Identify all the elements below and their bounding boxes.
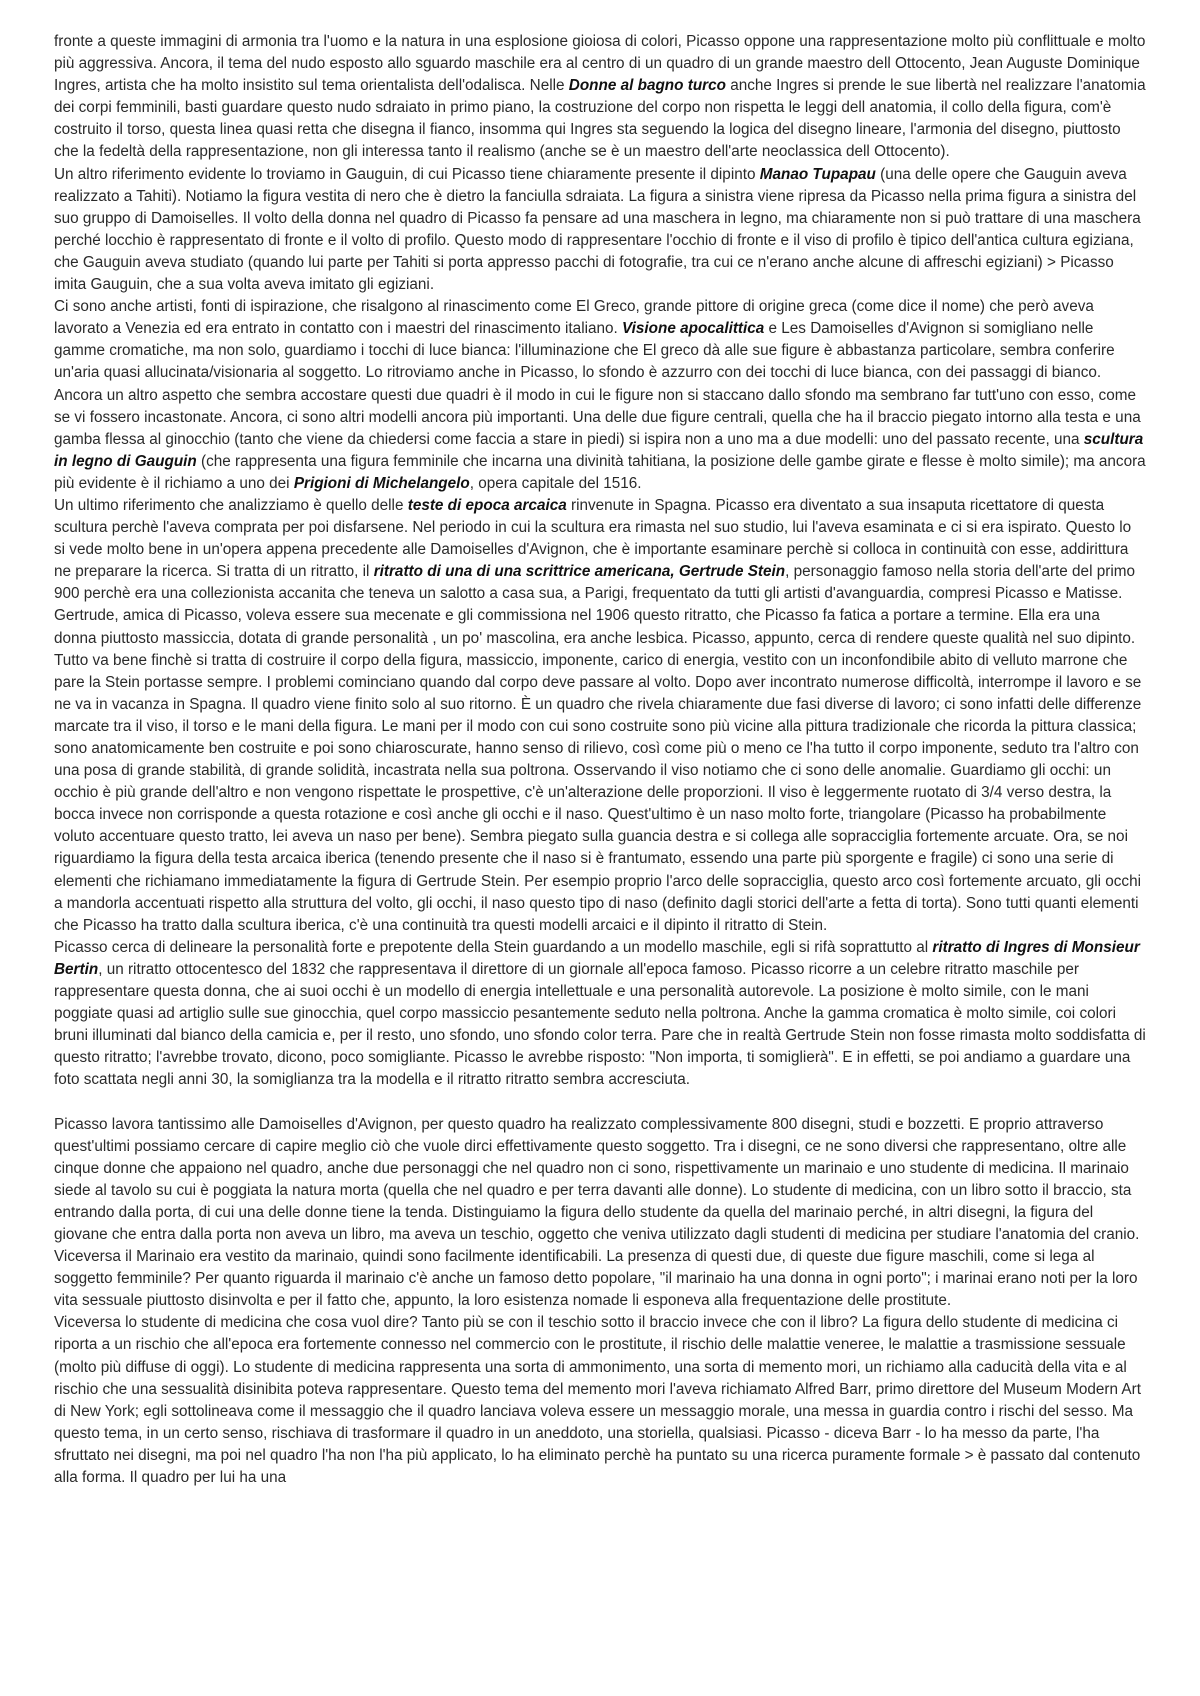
text-run: , un ritratto ottocentesco del 1832 che rappresentava il direttore di un giornale all'epoca famoso. Picasso ricorre a un celebre ritratto maschile per rappresentare questa donna, che ai suoi occhi è un modello di energia intellettuale e una personalità autorevole. La posizione è molto simile, con le mani poggiate quasi ad artiglio sulle sue ginocchia, quel corpo massiccio pesantemente seduto nella poltrona. Anche la gamma cromatica è molto simile, coi colori bruni illuminati dal bianco della camicia e, per il resto, uno sfondo, uno sfondo color terra. Pare che in realtà Gertrude Stein non fosse rimasta molto soddisfatta di questo ritratto; l'avrebbe trovato, dicono, poco somigliante. Picasso le avrebbe risposto: "Non importa, ti somiglierà". E in effetti, se poi andiamo a guardare una foto scattata negli anni 30, la somiglianza tra la modella e il ritratto ritratto sembra accresciuta. [54, 960, 1146, 1089]
document-page [54, 31, 1146, 1489]
text-run: Picasso lavora tantissimo alle Damoiselles d'Avignon, per questo quadro ha realizzato complessivamente 800 disegni, studi e bozzetti. E proprio attraverso quest'ultimi possiamo cercare di capire meglio ciò che vuole dirci effettivamente questo soggetto. Tra i disegni, ce ne sono diversi che rappresentano, oltre alle cinque donne che appaiono nel quadro, anche due personaggi che nel quadro non ci sono, rispettivamente un marinaio e uno studente di medicina. Il marinaio siede al tavolo su cui è poggiata la natura morta (quella che nel quadro e per terra davanti alle donne). Lo studente di medicina, con un libro sotto il braccio, sta entrando dalla porta, di cui una delle donne tiene la tenda. Distinguiamo la figura dello studente da quella del marinaio perché, in altri disegni, la figura del giovane che entra dalla porta non aveva un libro, ma aveva un teschio, oggetto che veniva utilizzato dagli studenti di medicina per studiare l'anatomia del cranio. Viceversa il Marinaio era vestito da marinaio, quindi sono facilmente identificabili. La presenza di questi due, di queste due figure maschili, come si lega al soggetto femminile? Per quanto riguarda il marinaio c'è anche un famoso detto popolare, "il marinaio ha una donna in ogni porto"; i marinai erano noti per la loro vita sessuale piuttosto disinvolta e per il fatto che, appunto, la loro esistenza nomade li esponeva alla frequentazione delle prostitute. [54, 1115, 1140, 1310]
text-run: Un altro riferimento evidente lo troviamo in Gauguin, di cui Picasso tiene chiaramente presente il dipinto [54, 165, 760, 183]
highlighted-title: teste di epoca arcaica [407, 496, 567, 514]
paragraph [54, 937, 1146, 1092]
highlighted-title: Donne al bagno turco [568, 77, 726, 95]
paragraph [54, 1114, 1146, 1313]
paragraph [54, 164, 1146, 297]
text-run: rinvenute in Spagna. Picasso era diventato a sua insaputa ricettatore di questa scultura perchè l'aveva comprata per poi disfarsene. Nel periodo in cui la scultura era rimasta nel suo studio, lui l'aveva esaminata e ci si era ispirato. Questo lo si vede molto bene in un'opera appena precedente alle Damoiselles d'Avignon, che è importante esaminare perchè si colloca in continuità con esse, addirittura ne preparare la ricerca. Si tratta di un ritratto, il [54, 496, 1132, 581]
text-run: Un ultimo riferimento che analizziamo è quello delle [54, 496, 408, 514]
text-run: , personaggio famoso nella storia dell'arte del primo 900 perchè era una collezionista accanita che teneva un salotto a casa sua, a Parigi, frequentato da tutti gli artisti d'avanguardia, compresi Picasso e Matisse. Gertrude, amica di Picasso, voleva essere sua mecenate e gli commissiona nel 1906 questo ritratto, che Picasso fa fatica a portare a termine. Ella era una donna piuttosto massiccia, dotata di grande personalità , un po' mascolina, era anche lesbica. Picasso, appunto, cerca di rendere queste qualità nel suo dipinto. Tutto va bene finchè si tratta di costruire il corpo della figura, massiccio, imponente, carico di energia, vestito con un inconfondibile abito di velluto marrone che pare la Stein portasse sempre. I problemi cominciano quando dal corpo deve passare al volto. Dopo aver incontrato numerose difficoltà, interrompe il lavoro e se ne va in vacanza in Spagna. Il quadro viene finito solo al suo ritorno. È un quadro che rivela chiaramente due fasi diverse di lavoro; ci sono infatti delle differenze marcate tra il viso, il torso e le mani della figura. Le mani per il modo con cui sono costruite sono più vicine alla pittura tradizionale che ricorda la pittura classica; sono anatomicamente ben costruite e poi sono chiaroscurate, hanno senso di rilievo, così come più o meno ce l'ha tutto il corpo imponente, seduto tra l'altro con una posa di grande stabilità, di grande solidità, incastrata nella sua poltrona. Osservando il viso notiamo che ci sono delle anomalie. Guardiamo gli occhi: un occhio è più grande dell'altro e non vengono rispettate le prospettive, c'è un'alterazione delle proporzioni. Il viso è leggermente ruotato di 3/4 verso destra, la bocca invece non corrisponde a questa rotazione e così anche gli occhi e il naso. Quest'ultimo è un naso molto forte, triangolare (Picasso ha probabilmente voluto accentuare questo tratto, lei aveva un naso per bene). Sembra piegato sulla guancia destra e si collega alle sopracciglia fortemente arcuate. Ora, se noi riguardiamo la figura della testa arcaica iberica (tenendo presente che il naso si è frantumato, essendo una parte più sporgente e fragile) ci sono una serie di elementi che richiamano immediatamente la figura di Gertrude Stein. Per esempio proprio l'arco delle sopracciglia, questo arco così fortemente arcuato, gli occhi a mandorla accentuati rispetto alla struttura del volto, gli occhi, il naso questo tipo di naso (definito dagli storici dell'arte a fetta di torta). Sono tutti quanti elementi che Picasso ha tratto dalla scultura iberica, c'è una continuità tra questi modelli arcaici e il dipinto il ritratto di Stein. [54, 563, 1142, 934]
paragraph [54, 31, 1146, 164]
text-run: fronte a queste immagini di armonia tra l'uomo e la natura in una esplosione gioiosa di colori, Picasso oppone una rappresentazione molto più conflittuale e molto più aggressiva. Ancora, il tema del nudo esposto allo sguardo maschile era al centro di un quadro di un grande maestro dell Ottocento, Jean Auguste Dominique Ingres, artista che ha molto insistito sul tema orientalista dell'odalisca. Nelle [54, 33, 1146, 95]
paragraph-spacer [54, 1092, 1146, 1114]
paragraph [54, 1312, 1146, 1489]
text-run: Picasso cerca di delineare la personalità forte e prepotente della Stein guardando a un modello maschile, egli si rifà soprattutto al [54, 938, 933, 956]
highlighted-title: Prigioni di Michelangelo [293, 474, 470, 492]
text-run: Viceversa lo studente di medicina che cosa vuol dire? Tanto più se con il teschio sotto il braccio invece che con il libro? La figura dello studente di medicina ci riporta a un rischio che all'epoca era fortemente connesso nel commercio con le prostitute, il rischio delle malattie veneree, le malattie a trasmissione sessuale (molto più diffuse di oggi). Lo studente di medicina rappresenta una sorta di ammonimento, una sorta di memento mori, un richiamo alla caducità della vita e al rischio che una sessualità disinibita poteva rappresentare. Questo tema del memento mori l'aveva richiamato Alfred Barr, primo direttore del Museum Modern Art di New York; egli sottolineava come il messaggio che il quadro lanciava voleva essere un messaggio morale, una messa in guardia contro i rischi del sesso. Ma questo tema, in un certo senso, rischiava di trasformare il quadro in un aneddoto, una storiella, qualsiasi. Picasso - diceva Barr - lo ha messo da parte, l'ha sfruttato nei disegni, ma poi nel quadro l'ha non l'ha più applicato, lo ha eliminato perchè ha puntato su una ricerca puramente formale > è passato dal contenuto alla forma. Il quadro per lui ha una [54, 1314, 1141, 1486]
paragraph [54, 495, 1146, 937]
highlighted-title: Visione apocalittica [622, 320, 765, 338]
highlighted-title: scultura in legno di Gauguin [54, 430, 1144, 470]
text-run: anche Ingres si prende le sue libertà nel realizzare l'anatomia dei corpi femminili, basti guardare questo nudo sdraiato in primo piano, la costruzione del corpo non rispetta le leggi dell anatomia, il collo della figura, com'è costruito il torso, questa linea quasi retta che disegna il fianco, insomma qui Ingres sta seguendo la logica del disegno lineare, l'armonia del disegno, piuttosto che la fedeltà della rappresentazione, non gli interessa tanto il realismo (anche se è un maestro dell'arte neoclassica dell Ottocento). [54, 77, 1146, 161]
paragraph [54, 296, 1146, 495]
highlighted-title: Manao Tupapau [759, 165, 876, 183]
text-run: (una delle opere che Gauguin aveva realizzato a Tahiti). Notiamo la figura vestita di nero che è dietro la fanciulla sdraiata. La figura a sinistra viene ripresa da Picasso nella prima figura a sinistra del suo gruppo di Damoiselles. Il volto della donna nel quadro di Picasso fa pensare ad una maschera in legno, ma chiaramente non si può trattare di una maschera perché locchio è rappresentato di fronte e il volto di profilo. Questo modo di rappresentare l'occhio di fronte e il viso di profilo è tipico dell'antica cultura egiziana, che Gauguin aveva studiato (quando lui parte per Tahiti si porta appresso pacchi di fotografie, tra cui ce n'erano anche alcune di affreschi egiziani) > Picasso imita Gauguin, che a sua volta aveva imitato gli egiziani. [54, 165, 1141, 294]
text-run: (che rappresenta una figura femminile che incarna una divinità tahitiana, la posizione delle gambe girate e flesse è molto simile); ma ancora più evidente è il richiamo a uno dei [54, 452, 1146, 492]
text-run: e Les Damoiselles d'Avignon si somigliano nelle gamme cromatiche, ma non solo, guardiamo i tocchi di luce bianca: l'illuminazione che El greco dà alle sue figure è abbastanza particolare, sembra conferire un'aria quasi allucinata/visionaria al soggetto. Lo ritroviamo anche in Picasso, lo sfondo è azzurro con dei tocchi di luce bianca, con dei passaggi di bianco. Ancora un altro aspetto che sembra accostare questi due quadri è il modo in cui le figure non si staccano dallo sfondo ma sembrano far tutt'uno con esso, come se vi fossero incastonate. Ancora, ci sono altri modelli ancora più importanti. Una delle due figure centrali, quella che ha il braccio piegato intorno alla testa e una gamba flessa al ginocchio (tanto che viene da chiedersi come faccia a stare in piedi) si ispira non a uno ma a due modelli: uno del passato recente, una [54, 320, 1141, 448]
text-run: , opera capitale del 1516. [469, 474, 642, 492]
highlighted-title: ritratto di una di una scrittrice americana, Gertrude Stein [373, 563, 786, 581]
text-run: Ci sono anche artisti, fonti di ispirazione, che risalgono al rinascimento come El Greco, grande pittore di origine greca (come dice il nome) che però aveva lavorato a Venezia ed era entrato in contatto con i maestri del rinascimento italiano. [54, 298, 1094, 338]
highlighted-title: ritratto di Ingres di Monsieur Bertin [54, 938, 1140, 978]
